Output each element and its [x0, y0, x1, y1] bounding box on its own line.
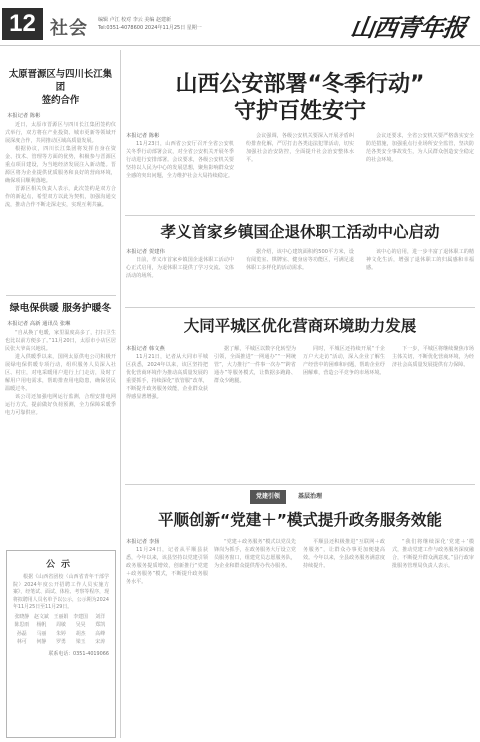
notice-body: 根据《山西省团校（山西省青年干部学院）2024年度公开招聘工作人员实施方案》，经笔试、面试、体检、考察等程序，现将拟聘用人员名单予以公示，公示期为2024年11月25日至11月29日。	[13, 574, 109, 610]
notice-name: 周敏	[56, 622, 66, 628]
notice-name: 胡杰	[75, 630, 86, 637]
story-3-byline: 本报记者 韩文燕	[126, 346, 165, 352]
notice-name: 梁玉	[75, 639, 86, 645]
main-story-text: 会议还要求，全省公安机关要严格落实安全防范措施，加强重点行业场所安全监管，坚决防范各类安全事故发生，为人民群众创造安全稳定的社会环境。	[366, 133, 474, 163]
page-number: 12	[9, 10, 36, 37]
story-3-col-4	[392, 345, 474, 369]
notice-name: 吴昊	[75, 622, 86, 628]
left-story-1-title-line-1: 太原晋源区与四川长江集团	[8, 69, 113, 93]
story-4-text: 平顺县还积极推进“互联网＋政务服务”，让群众办事更加便捷高效。今年以来，全县政务服务满意度持续提升。	[303, 539, 385, 569]
story-3-col-3	[303, 345, 385, 377]
left-story-2-title: 绿电保供暖 服务护暖冬	[9, 303, 112, 314]
left-story-2-byline: 本报记者 高新 通讯员 张琳	[7, 321, 71, 327]
story-3-col-2	[214, 345, 296, 385]
section-name: 社会	[50, 18, 88, 39]
left-story-1-paragraph: 晋源区相关负责人表示，此次签约是双方合作的新起点，希望双方以此为契机，加强沟通交流，推动合作不断走深走实，实现互利共赢。	[5, 186, 116, 208]
left-divider-1	[6, 295, 116, 296]
page-masthead	[0, 0, 480, 46]
story-2-col-2	[246, 248, 354, 272]
notice-name: 陈思雨	[14, 622, 30, 628]
left-story-2-paragraph: 该公司还加强电网运行监测，合理安排电网运行方式，提前做好负荷预测，全力保障采暖季电力可靠供应。	[5, 394, 116, 416]
story-2-col-1	[126, 248, 234, 280]
section-divider	[125, 484, 475, 485]
page-number-box	[2, 8, 43, 40]
column-divider	[120, 50, 121, 738]
public-notice-box	[6, 550, 116, 738]
story-3-text: 同时，平城区还持续开展“千企万户大走访”活动，深入企业了解生产经营中的困难和问题，帮助企业纾困解难，营造公平竞争的市场环境。	[303, 346, 385, 376]
left-story-1-title-line-2: 签约合作	[41, 95, 80, 106]
story-4-col-3	[303, 538, 385, 570]
section-divider	[125, 215, 475, 216]
story-3-text: 11月21日，记者从大同市平城区获悉，2024年以来，该区坚持把优化营商环境作为推动高质量发展的重要抓手，持续深化“放管服”改革，不断提升政务服务效能，企业群众获得感显著增强。	[126, 354, 208, 400]
notice-name: 李建国	[73, 613, 88, 620]
notice-name: 罗勇	[56, 639, 66, 645]
left-story-1	[5, 68, 116, 209]
notice-name: 马丽	[36, 630, 47, 637]
story-3-col-1	[126, 345, 208, 401]
notice-name: 张晓静	[14, 613, 30, 620]
main-story-byline: 本报记者 陈彬	[126, 133, 160, 139]
left-story-2	[5, 302, 116, 417]
notice-name: 王丽娟	[53, 613, 69, 620]
main-story-col-1	[126, 132, 234, 180]
notice-name: 刘洋	[95, 613, 106, 620]
section-divider	[125, 307, 475, 308]
story-4-title: 平顺创新“党建＋”模式提升政务服务效能	[158, 511, 442, 529]
main-headline-line-1: 山西公安部署“冬季行动”	[175, 72, 425, 97]
left-story-2-paragraph: “自从换了电暖，家里温度高多了，打扫卫生也比以前方便多了。”11月20日，太原市小店区居民张大爷高兴地说。	[5, 330, 116, 352]
story-4-text: “党建＋政务服务”模式以党员先锋岗为抓手，在政务服务大厅设立党员服务窗口，组建党员志愿服务队，为企业和群众提供帮办代办服务。	[214, 539, 296, 569]
story-2-title: 孝义首家乡镇国企退休职工活动中心启动	[160, 223, 440, 241]
notice-title: 公示	[45, 560, 76, 570]
story-4-col-2	[214, 538, 296, 570]
story-3-text: 下一步，平城区将继续聚焦市场主体关切，不断优化营商环境，为经济社会高质量发展提供有力保障。	[392, 346, 474, 368]
main-story-text: 11月23日，山西省公安厅召开全省公安机关冬季行动部署会议，对全省公安机关开展冬季行动进行安排部署。会议要求，各级公安机关要坚持以人民为中心的发展思想，聚焦影响群众安全感的突出问题，全力维护社会大局持续稳定。	[126, 141, 234, 179]
main-story-col-3	[366, 132, 474, 164]
notice-name: 朱婷	[56, 630, 66, 637]
notice-name: 宋涛	[95, 639, 106, 645]
date-line: Tel:0351-4078600 2024年11月25日 星期一	[98, 25, 202, 31]
notice-name: 郑凯	[95, 622, 106, 628]
column-tag-subtitle: 基层治理	[298, 493, 323, 500]
story-3-title: 大同平城区优化营商环境助力发展	[183, 317, 417, 335]
left-story-1-byline: 本报记者 陈彬	[7, 113, 41, 119]
column-tag: 党建引领	[250, 490, 286, 504]
story-2-col-3	[366, 248, 474, 272]
notice-name: 孙磊	[16, 630, 27, 637]
main-headline-line-2: 守护百姓安宁	[233, 99, 366, 124]
story-4-text: “我们将继续深化‘党建＋’模式，推动党建工作与政务服务深度融合，不断提升群众满意度。”县行政审批服务管理局负责人表示。	[392, 539, 474, 569]
notice-name-list	[7, 612, 115, 647]
notice-name: 何静	[36, 639, 47, 645]
story-4-byline: 本报记者 李扬	[126, 539, 160, 545]
notice-name: 高峰	[95, 630, 106, 637]
left-story-1-paragraph: 近日，太原市晋源区与四川长江集团签约仪式举行，双方将在产业投资、城市更新等领域开展深度合作，共同推动区域高质量发展。	[5, 122, 116, 144]
notice-name: 赵文斌	[34, 613, 49, 620]
left-story-2-paragraph: 进入供暖季以来，国网太原供电公司积极开展绿电保供暖专项行动，组织服务人员深入社区、村庄，对电采暖用户进行上门走访，及时了解用户用电需求，帮助排查用电隐患，确保居民温暖过冬。	[5, 354, 116, 392]
notice-name: 杨帆	[36, 622, 47, 628]
main-story-col-2	[246, 132, 354, 164]
story-2-byline: 本报记者 贺建伟	[126, 249, 165, 255]
story-4-col-1	[126, 538, 208, 586]
story-2-text: 该中心的启用，进一步丰富了退休职工的精神文化生活，增强了退休职工的归属感和幸福感。	[366, 249, 474, 271]
story-4-col-4	[392, 538, 474, 570]
left-story-1-paragraph: 根据协议，四川长江集团将发挥自身在资金、技术、管理等方面的优势，积极参与晋源区重点项目建设，为当地经济发展注入新动能。晋源区将为企业提供优质服务和良好的营商环境，确保项目顺利落地。	[5, 146, 116, 184]
story-2-text: 据介绍，该中心建筑面积约500平方米，设有阅览室、棋牌室、健身房等功能区，可满足退休职工多样化的活动需求。	[246, 249, 354, 271]
story-3-text: 据了解，平城区以数字化转型为引领，全面推进“一网通办”“一网统管”，大力推行“一件事一次办”“跨省通办”等服务模式，让数据多跑路、群众少跑腿。	[214, 346, 296, 384]
story-2-text: 日前，孝义市首家乡镇国企退休职工活动中心正式启用，为退休职工提供了学习交流、文体活动的场所。	[126, 257, 234, 279]
story-4-text: 11月24日，记者从平顺县获悉，今年以来，该县坚持以党建引领政务服务提质增效，创新推行“党建＋政务服务”模式，不断提升政务服务水平。	[126, 547, 208, 585]
main-story-text: 会议强调，各级公安机关要深入开展矛盾纠纷排查化解，严厉打击各类违法犯罪活动，切实加强社会治安防控，全面提升社会治安整体水平。	[246, 133, 354, 163]
newspaper-logo: 山西青年报	[348, 13, 468, 42]
notice-footer: 联系电话：0351-4019066	[48, 650, 109, 657]
notice-name: 林可	[16, 639, 27, 645]
editor-line: 编辑 卢江 校对 李云 美编 赵建新	[98, 17, 171, 23]
